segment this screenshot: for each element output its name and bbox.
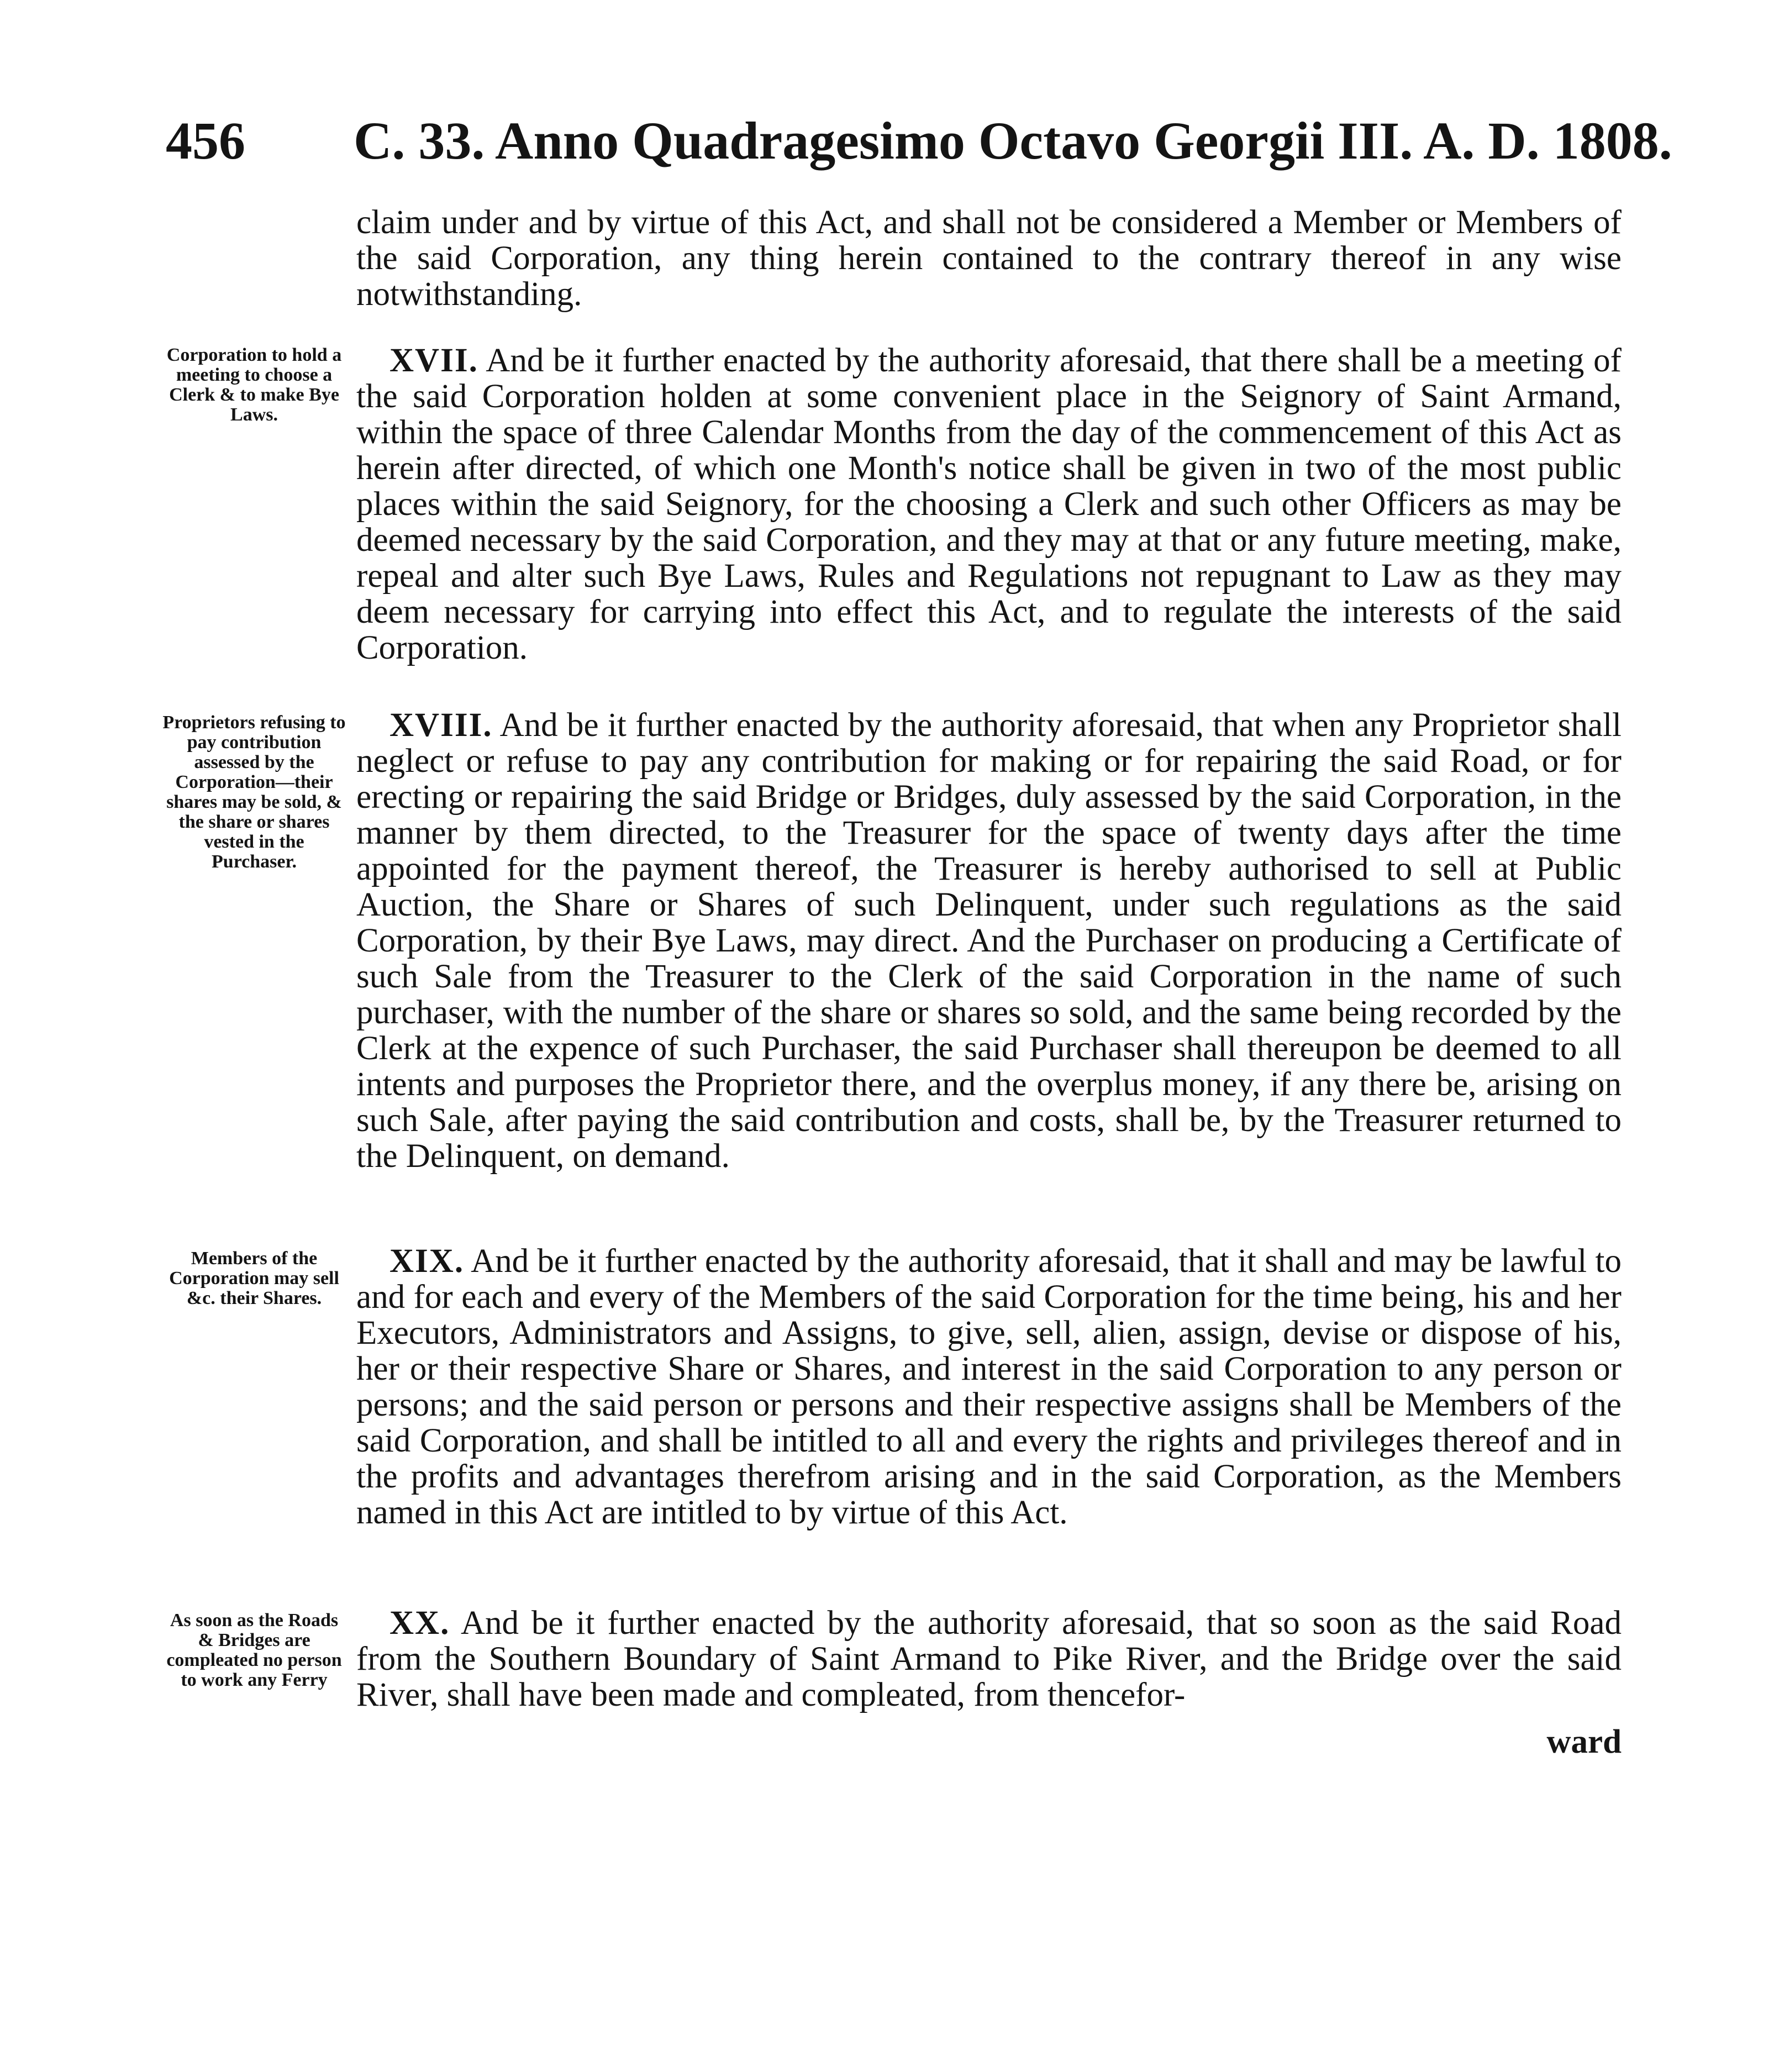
section-number: XVIII. — [389, 707, 493, 744]
section-text: And be it further enacted by the authority aforesaid, that there shall be a meeting of the said Corporation holden at some convenient place in the Seignory of Saint Armand, within the space of three Calendar Months from the day of the commencement of this Act as herein after directed, of which one Month's notice shall be given in two of the most public places within the said Seignory, for the choosing a Clerk and such other Officers as may be deemed necessary by the said Corporation, and they may at that or any future meeting, make, repeal and alter such Bye Laws, Rules and Regulations not repugnant to Law as they may deem necessary for carrying into effect this Act, and to regulate the interests of the said Corporation. — [356, 342, 1622, 666]
section-text: And be it further enacted by the authority aforesaid, that so soon as the said Road from the Southern Boundary of Saint Armand to Pike River, and the Bridge over the said River, shall have been made and compleated, from thencefor- — [356, 1605, 1622, 1713]
running-title: C. 33. Anno Quadragesimo Octavo Georgii III. A. D. 1808. — [354, 111, 1672, 170]
section-xix — [356, 1243, 1622, 1531]
page-number: 456 — [166, 111, 245, 170]
margin-note-xvii: Corporation to hold a meeting to choose a Clerk & to make Bye Laws. — [166, 345, 342, 425]
section-xx — [356, 1605, 1622, 1713]
section-text: And be it further enacted by the authority aforesaid, that when any Proprietor shall neglect or refuse to pay any contribution for making or for repairing the said Road, or for erecting or repairing the said Bridge or Bridges, duly assessed by the said Corporation, in the manner by them directed, to the Treasurer for the space of twenty days after the time appointed for the payment thereof, the Treasurer is hereby authorised to sell at Public Auction, the Share or Shares of such Delinquent, under such regulations as the said Corporation, by their Bye Laws, may direct. And the Purchaser on producing a Certificate of such Sale from the Treasurer to the Clerk of the said Corporation in the name of such purchaser, with the number of the share or shares so sold, and the same being recorded by the Clerk at the expence of such Purchaser, the said Purchaser shall thereupon be deemed to all intents and purposes the Proprietor there, and the overplus money, if any there be, arising on such Sale, after paying the said contribution and costs, shall be, by the Treasurer returned to the Delinquent, on demand. — [356, 707, 1622, 1175]
catchword: ward — [1546, 1723, 1622, 1760]
section-xviii — [356, 707, 1622, 1174]
page-header — [166, 99, 1672, 182]
section-number: XIX. — [389, 1243, 465, 1280]
section-xvii — [356, 343, 1622, 666]
continuation-paragraph — [356, 204, 1622, 312]
section-text: And be it further enacted by the authority aforesaid, that it shall and may be lawful to and for each and every of the Members of the said Corporation for the time being, his and her Executors, Administrators and Assigns, to give, sell, alien, assign, devise or dispose of his, her or their respective Share or Shares, and interest in the said Corporation to any person or persons; and the said person or persons and their respective assigns shall be Members of the said Corporation, and shall be intitled to all and every the rights and privileges thereof and in the profits and advantages therefrom arising and in the said Corporation, as the Members named in this Act are intitled to by virtue of this Act. — [356, 1243, 1622, 1531]
margin-note-xx: As soon as the Roads & Bridges are compleated no person to work any Ferry — [166, 1610, 342, 1690]
margin-note-xviii: Proprietors refusing to pay contribution assessed by the Corporation—their shares may be sold, & the share or shares vested in the Purchaser. — [162, 712, 346, 872]
continuation-text: claim under and by virtue of this Act, and shall not be considered a Member or Members of the said Corporation, any thing herein contained to the contrary thereof in any wise notwithstanding. — [356, 204, 1622, 313]
section-number: XX. — [389, 1605, 450, 1642]
margin-note-xix: Members of the Corporation may sell &c. their Shares. — [169, 1248, 339, 1308]
section-number: XVII. — [389, 342, 478, 379]
